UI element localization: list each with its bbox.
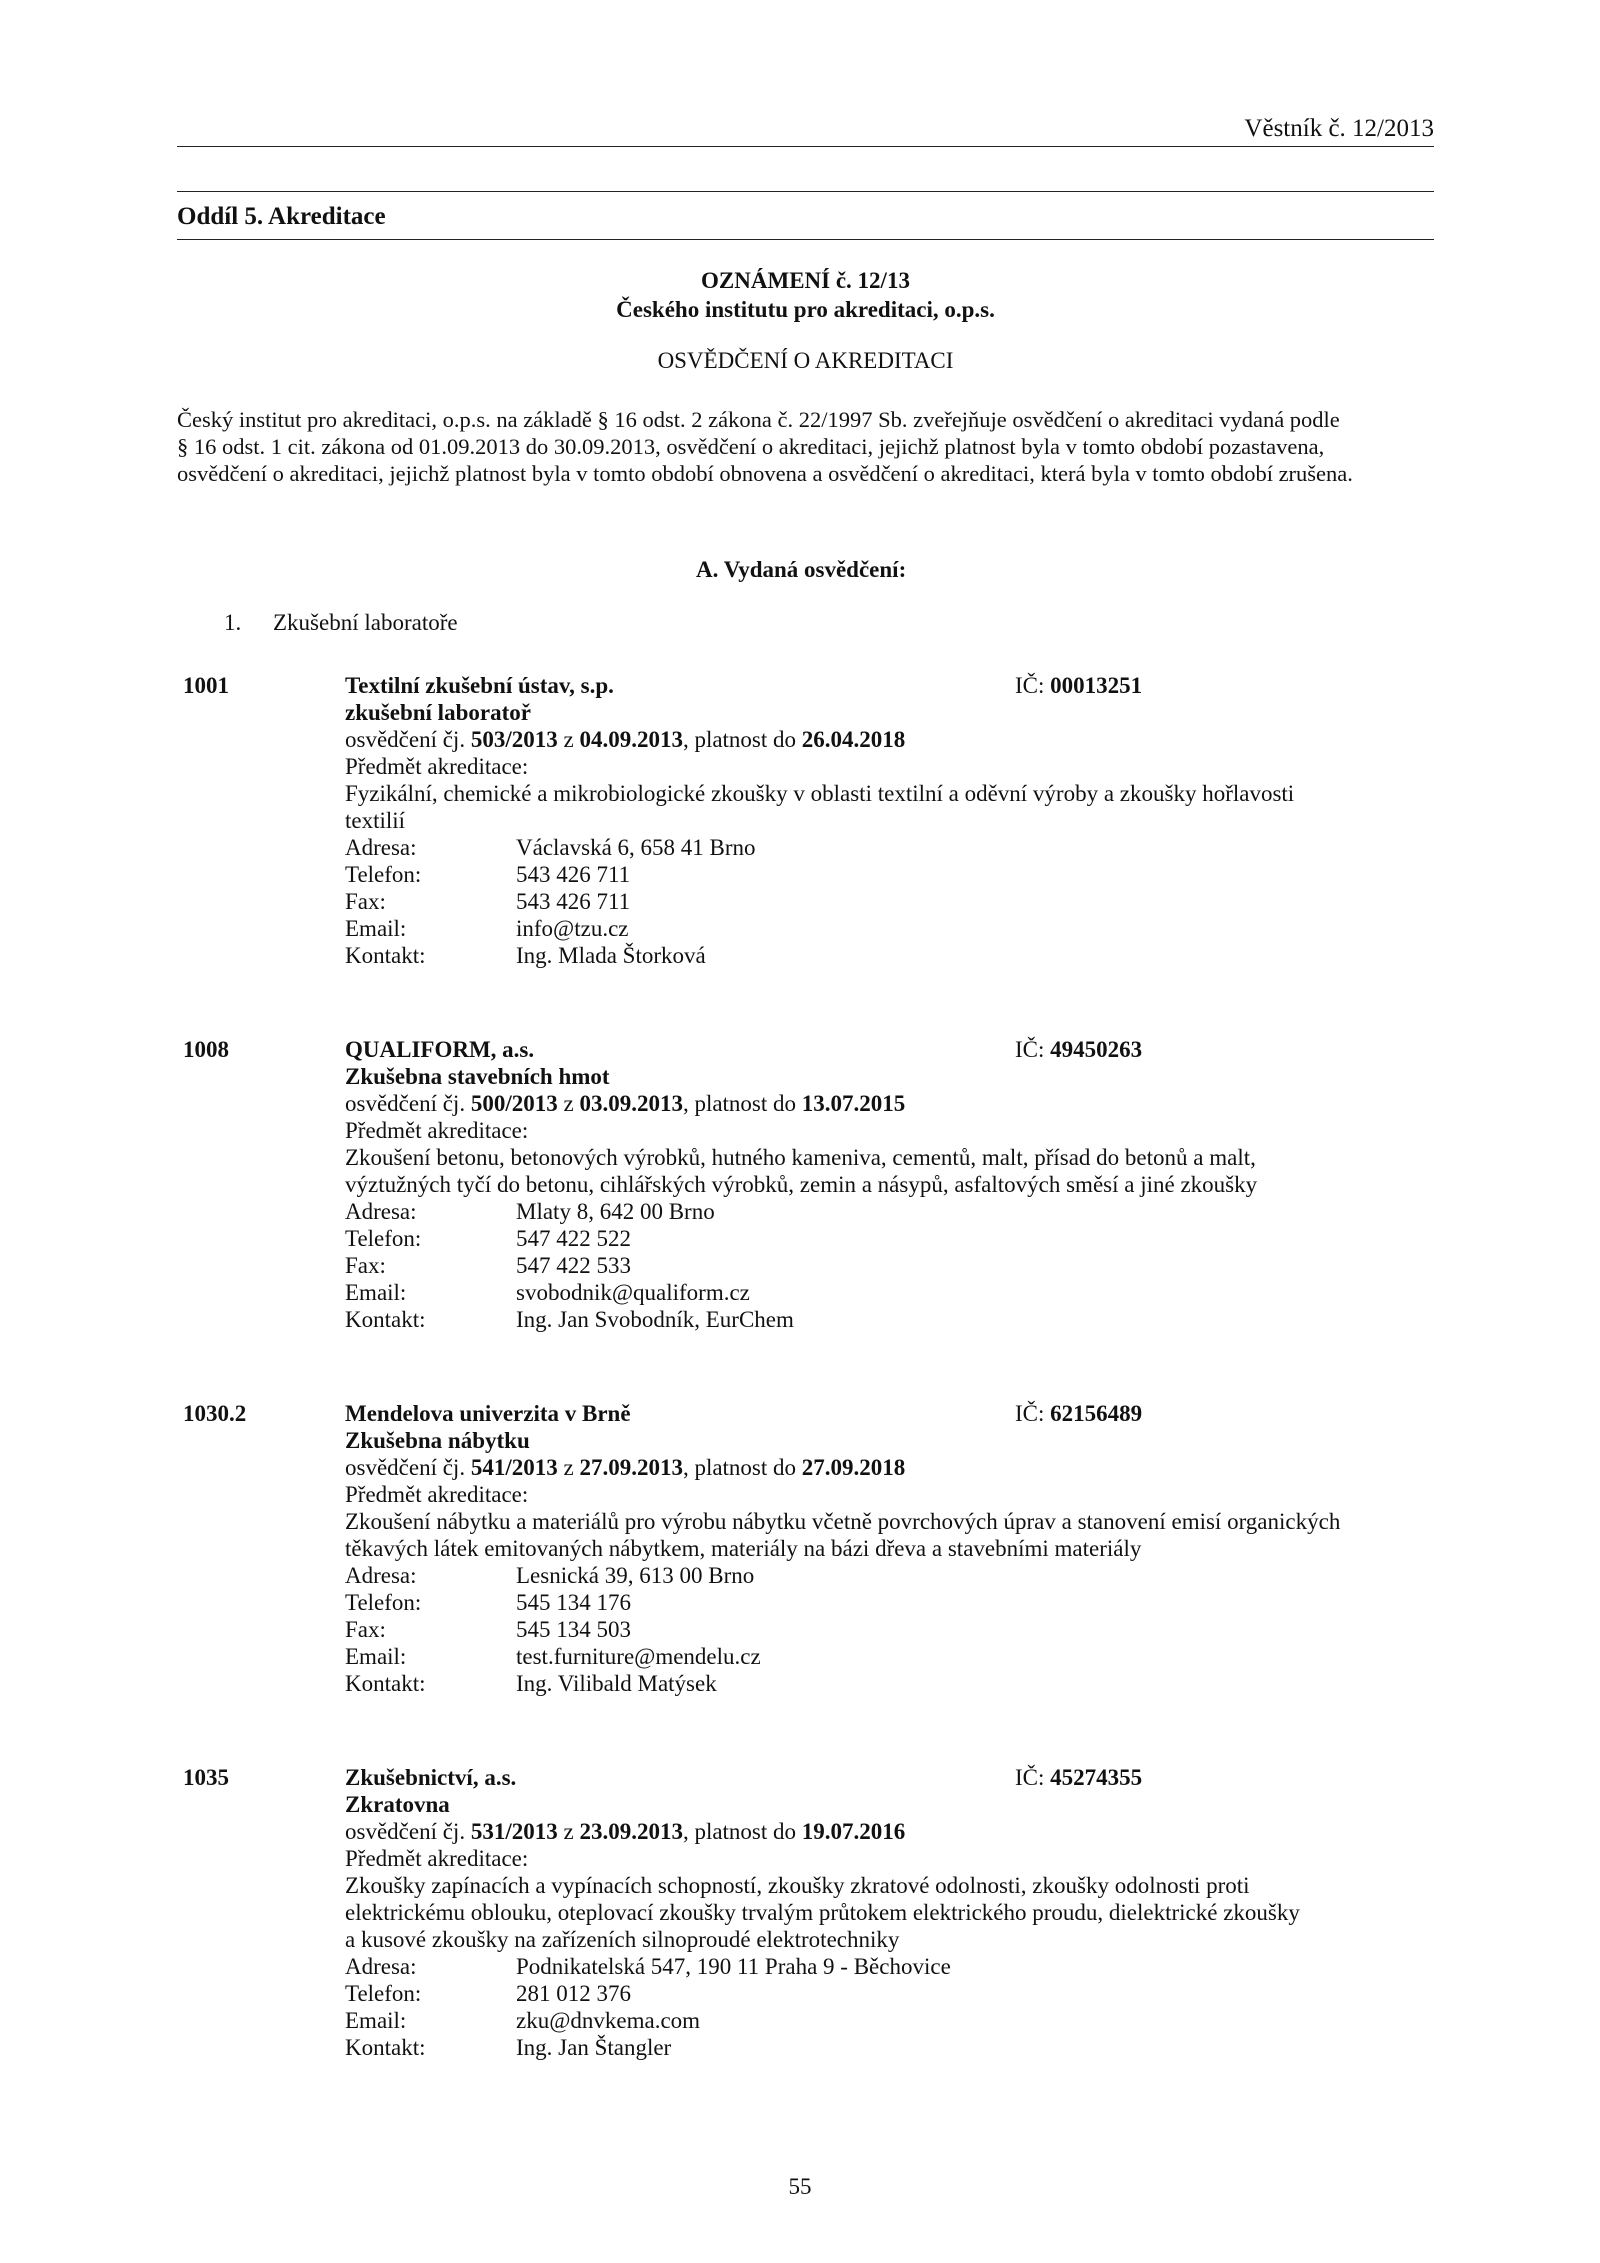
fax-value: 543 426 711 <box>516 889 631 914</box>
subject-line: těkavých látek emitovaných nábytkem, materiály na bázi dřeva a stavebními materiály <box>345 1536 1142 1561</box>
ic-label: IČ: <box>1015 1037 1045 1062</box>
ic-value: 45274355 <box>1050 1765 1143 1790</box>
contact-label: Kontakt: <box>345 1671 426 1696</box>
subject-label: Předmět akreditace: <box>345 1118 529 1143</box>
cert-number: 541/2013 <box>470 1455 558 1480</box>
entry-org: Zkušebnictví, a.s. <box>345 1765 517 1790</box>
email-row <box>345 1643 1425 1670</box>
ic-label: IČ: <box>1015 1765 1045 1790</box>
valid-until: 26.04.2018 <box>801 727 906 752</box>
cert-from: z <box>563 1819 574 1844</box>
entry-certificate <box>345 1090 1425 1117</box>
phone-label: Telefon: <box>345 862 422 887</box>
contact-row <box>345 942 1425 969</box>
intro-line: § 16 odst. 1 cit. zákona od 01.09.2013 do 30.09.2013, osvědčení o akreditaci, jejichž platnost byla v tomto období pozastavena, <box>177 434 1325 459</box>
entry-certificate <box>345 1818 1425 1845</box>
address-label: Adresa: <box>345 835 417 860</box>
phone-label: Telefon: <box>345 1226 422 1251</box>
cert-prefix: osvědčení čj. <box>345 1455 466 1480</box>
entry-unit: zkušební laboratoř <box>345 700 531 725</box>
fax-row <box>345 1252 1425 1279</box>
entry-org: Mendelova univerzita v Brně <box>345 1401 631 1426</box>
notice-intro <box>177 406 1437 487</box>
phone-value: 543 426 711 <box>516 862 631 887</box>
contact-value: Ing. Jan Svobodník, EurChem <box>516 1307 794 1332</box>
notice-title: OZNÁMENÍ č. 12/13 <box>701 268 910 293</box>
phone-row <box>345 1980 1425 2007</box>
phone-row <box>345 1589 1425 1616</box>
cert-from: z <box>563 1455 574 1480</box>
part-a-heading: A. Vydaná osvědčení: <box>696 557 907 582</box>
cert-prefix: osvědčení čj. <box>345 727 466 752</box>
contact-label: Kontakt: <box>345 1307 426 1332</box>
email-label: Email: <box>345 2008 407 2033</box>
subject-line: výztužných tyčí do betonu, cihlářských výrobků, zemin a násypů, asfaltových směsí a jiné zkoušky <box>345 1172 1258 1197</box>
phone-value: 281 012 376 <box>516 1981 631 2006</box>
contact-row <box>345 2034 1425 2061</box>
subject-line: Zkoušení betonu, betonových výrobků, hutného kameniva, cementů, malt, přísad do betonů a malt, <box>345 1145 1256 1170</box>
contact-value: Ing. Mlada Štorková <box>516 943 706 968</box>
phone-value: 545 134 176 <box>516 1590 631 1615</box>
subject-label: Předmět akreditace: <box>345 1846 529 1871</box>
subject-line: textilií <box>345 808 406 833</box>
email-label: Email: <box>345 916 407 941</box>
subject-label: Předmět akreditace: <box>345 754 529 779</box>
fax-label: Fax: <box>345 1253 386 1278</box>
email-value: zku@dnvkema.com <box>516 2008 701 2033</box>
fax-row <box>345 1616 1425 1643</box>
cert-prefix: osvědčení čj. <box>345 1819 466 1844</box>
cert-valid: , platnost do <box>682 1091 797 1116</box>
address-row <box>345 1953 1425 1980</box>
ic-value: 49450263 <box>1050 1037 1143 1062</box>
notice-issuer: Českého institutu pro akreditaci, o.p.s. <box>616 297 995 322</box>
section-title: Oddíl 5. Akreditace <box>177 203 386 230</box>
address-value: Mlaty 8, 642 00 Brno <box>516 1199 715 1224</box>
cert-number: 500/2013 <box>470 1091 558 1116</box>
address-row <box>345 1198 1425 1225</box>
entry-id: 1008 <box>183 1037 229 1062</box>
ic-label: IČ: <box>1015 673 1045 698</box>
subject-line: Fyzikální, chemické a mikrobiologické zkoušky v oblasti textilní a oděvní výroby a zkoušky hořlavosti <box>345 781 1295 806</box>
contact-row <box>345 1306 1425 1333</box>
phone-label: Telefon: <box>345 1590 422 1615</box>
notice-subtitle: OSVĚDČENÍ O AKREDITACI <box>657 348 954 373</box>
fax-label: Fax: <box>345 1617 386 1642</box>
entry-unit: Zkratovna <box>345 1792 450 1817</box>
section-bottom-rule <box>177 239 1434 240</box>
address-row <box>345 834 1425 861</box>
phone-row <box>345 1225 1425 1252</box>
category-number: 1. <box>224 610 242 635</box>
cert-valid: , platnost do <box>682 1819 797 1844</box>
section-top-rule <box>177 191 1434 192</box>
email-row <box>345 915 1425 942</box>
contact-label: Kontakt: <box>345 2035 426 2060</box>
ic-label: IČ: <box>1015 1401 1045 1426</box>
subject-line: a kusové zkoušky na zařízeních silnoproudé elektrotechniky <box>345 1927 900 1952</box>
phone-row <box>345 861 1425 888</box>
ic-value: 00013251 <box>1050 673 1143 698</box>
entry-id: 1001 <box>183 673 229 698</box>
email-label: Email: <box>345 1644 407 1669</box>
address-label: Adresa: <box>345 1954 417 1979</box>
entry-unit: Zkušebna stavebních hmot <box>345 1064 610 1089</box>
address-label: Adresa: <box>345 1563 417 1588</box>
address-value: Podnikatelská 547, 190 11 Praha 9 - Běchovice <box>516 1954 951 1979</box>
entry-unit: Zkušebna nábytku <box>345 1428 530 1453</box>
intro-line: osvědčení o akreditaci, jejichž platnost byla v tomto období obnovena a osvědčení o akreditaci, která byla v tomto období zrušena. <box>177 461 1353 486</box>
ic-value: 62156489 <box>1050 1401 1143 1426</box>
valid-until: 13.07.2015 <box>801 1091 906 1116</box>
address-value: Lesnická 39, 613 00 Brno <box>516 1563 755 1588</box>
email-row <box>345 2007 1425 2034</box>
entry-org: Textilní zkušební ústav, s.p. <box>345 673 614 698</box>
cert-date: 23.09.2013 <box>579 1819 683 1844</box>
fax-value: 547 422 533 <box>516 1253 631 1278</box>
category-label: Zkušební laboratoře <box>273 610 458 635</box>
subject-line: Zkoušky zapínacích a vypínacích schopností, zkoušky zkratové odolnosti, zkoušky odolnosti proti <box>345 1873 1250 1898</box>
cert-from: z <box>563 1091 574 1116</box>
subject-label: Předmět akreditace: <box>345 1482 529 1507</box>
email-value: test.furniture@mendelu.cz <box>516 1644 761 1669</box>
address-label: Adresa: <box>345 1199 417 1224</box>
contact-value: Ing. Vilibald Matýsek <box>516 1671 717 1696</box>
cert-date: 27.09.2013 <box>579 1455 683 1480</box>
cert-number: 503/2013 <box>470 727 558 752</box>
contact-label: Kontakt: <box>345 943 426 968</box>
fax-value: 545 134 503 <box>516 1617 631 1642</box>
contact-row <box>345 1670 1425 1697</box>
email-value: svobodnik@qualiform.cz <box>516 1280 750 1305</box>
entry-certificate <box>345 726 1425 753</box>
cert-valid: , platnost do <box>682 1455 797 1480</box>
entry-id: 1030.2 <box>183 1401 247 1426</box>
valid-until: 19.07.2016 <box>801 1819 906 1844</box>
valid-until: 27.09.2018 <box>801 1455 906 1480</box>
subject-line: Zkoušení nábytku a materiálů pro výrobu nábytku včetně povrchových úprav a stanovení emisí organických <box>345 1509 1341 1534</box>
address-row <box>345 1562 1425 1589</box>
entry-org: QUALIFORM, a.s. <box>345 1037 535 1062</box>
email-row <box>345 1279 1425 1306</box>
phone-value: 547 422 522 <box>516 1226 631 1251</box>
email-label: Email: <box>345 1280 407 1305</box>
contact-value: Ing. Jan Štangler <box>516 2035 672 2060</box>
email-value: info@tzu.cz <box>516 916 629 941</box>
entry-certificate <box>345 1454 1425 1481</box>
page-number: 55 <box>788 2174 812 2199</box>
address-value: Václavská 6, 658 41 Brno <box>516 835 756 860</box>
cert-prefix: osvědčení čj. <box>345 1091 466 1116</box>
journal-issue: Věstník č. 12/2013 <box>1244 115 1434 142</box>
phone-label: Telefon: <box>345 1981 422 2006</box>
cert-valid: , platnost do <box>682 727 797 752</box>
header-rule <box>177 146 1434 147</box>
entry-id: 1035 <box>183 1765 229 1790</box>
fax-row <box>345 888 1425 915</box>
intro-line: Český institut pro akreditaci, o.p.s. na základě § 16 odst. 2 zákona č. 22/1997 Sb. zveřejňuje osvědčení o akreditaci vydaná podle <box>177 407 1340 432</box>
cert-date: 04.09.2013 <box>579 727 683 752</box>
cert-number: 531/2013 <box>470 1819 558 1844</box>
fax-label: Fax: <box>345 889 386 914</box>
subject-line: elektrickému oblouku, oteplovací zkoušky trvalým průtokem elektrického proudu, dielektrické zkoušky <box>345 1900 1300 1925</box>
cert-from: z <box>563 727 574 752</box>
cert-date: 03.09.2013 <box>579 1091 683 1116</box>
